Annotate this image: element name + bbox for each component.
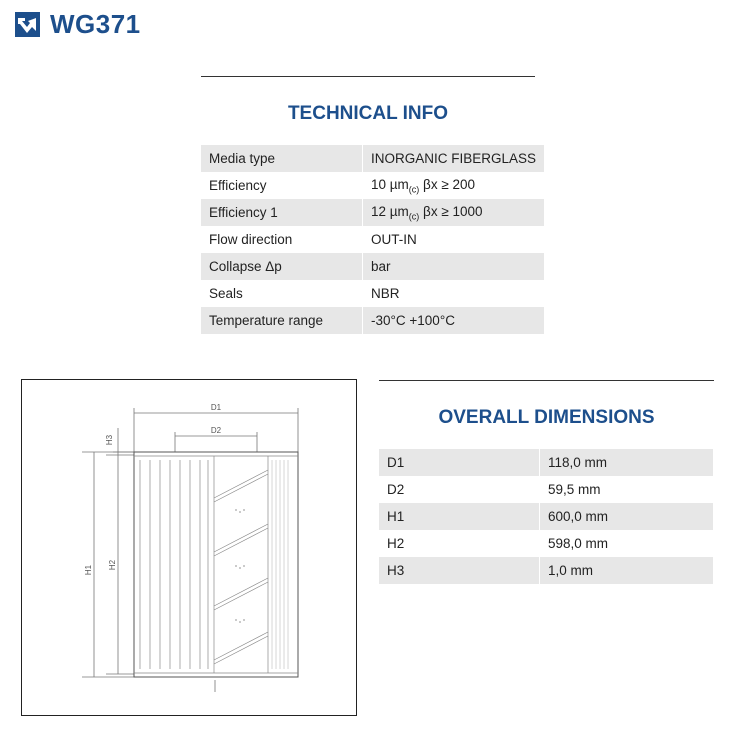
dimension-label: H3: [379, 557, 540, 584]
table-row: [201, 145, 544, 172]
table-row: [379, 530, 713, 557]
table-row: [201, 226, 544, 253]
dimension-label: H2: [379, 530, 540, 557]
spec-value: OUT-IN: [371, 232, 417, 247]
table-row: [379, 557, 713, 584]
spec-label: Seals: [201, 280, 363, 307]
spec-label: Efficiency: [201, 172, 363, 199]
spec-label: Temperature range: [201, 307, 363, 334]
dimension-label-h2: H2: [108, 559, 117, 571]
dimension-label-h3: H3: [105, 434, 114, 446]
table-row: [379, 503, 713, 530]
dimension-label: D2: [379, 476, 540, 503]
spec-label: Media type: [201, 145, 363, 172]
divider: [201, 76, 535, 77]
brand-logo-icon: [15, 12, 40, 37]
dimension-value: 600,0 mm: [540, 503, 714, 530]
spec-label: Efficiency 1: [201, 199, 363, 226]
dimension-label: D1: [379, 449, 540, 476]
dimension-label: H1: [379, 503, 540, 530]
spec-label: Flow direction: [201, 226, 363, 253]
table-row: [201, 280, 544, 307]
dimension-label-d2: D2: [210, 426, 222, 435]
divider: [379, 380, 714, 381]
technical-info-title: TECHNICAL INFO: [287, 103, 449, 124]
spec-label: Collapse Δp: [201, 253, 363, 280]
table-row: [201, 172, 544, 199]
table-row: [201, 253, 544, 280]
dimension-value: 1,0 mm: [540, 557, 714, 584]
dimension-value: 118,0 mm: [540, 449, 714, 476]
table-row: [379, 476, 713, 503]
dimension-value: 598,0 mm: [548, 536, 609, 551]
spec-value: INORGANIC FIBERGLASS: [363, 145, 545, 172]
overall-dimensions-title: OVERALL DIMENSIONS: [438, 407, 655, 428]
dimension-label-h1: H1: [84, 564, 93, 576]
table-row: [201, 199, 544, 226]
dimension-value: 59,5 mm: [548, 482, 601, 497]
spec-value: bar: [363, 253, 545, 280]
table-row: [379, 449, 713, 476]
filter-element-drawing: [21, 379, 357, 716]
spec-value: 12 µm$_{(c)}$ βx ≥ 1000: [363, 199, 545, 226]
spec-value: NBR: [371, 286, 400, 301]
spec-value: -30°C +100°C: [363, 307, 545, 334]
technical-info-table: [201, 145, 544, 334]
overall-dimensions-table: [379, 449, 713, 584]
dimension-label-d1: D1: [210, 403, 222, 412]
spec-value: 10 µm$_{(c)}$ βx ≥ 200: [371, 176, 475, 195]
table-row: [201, 307, 544, 334]
product-code-title: WG371: [50, 9, 141, 39]
